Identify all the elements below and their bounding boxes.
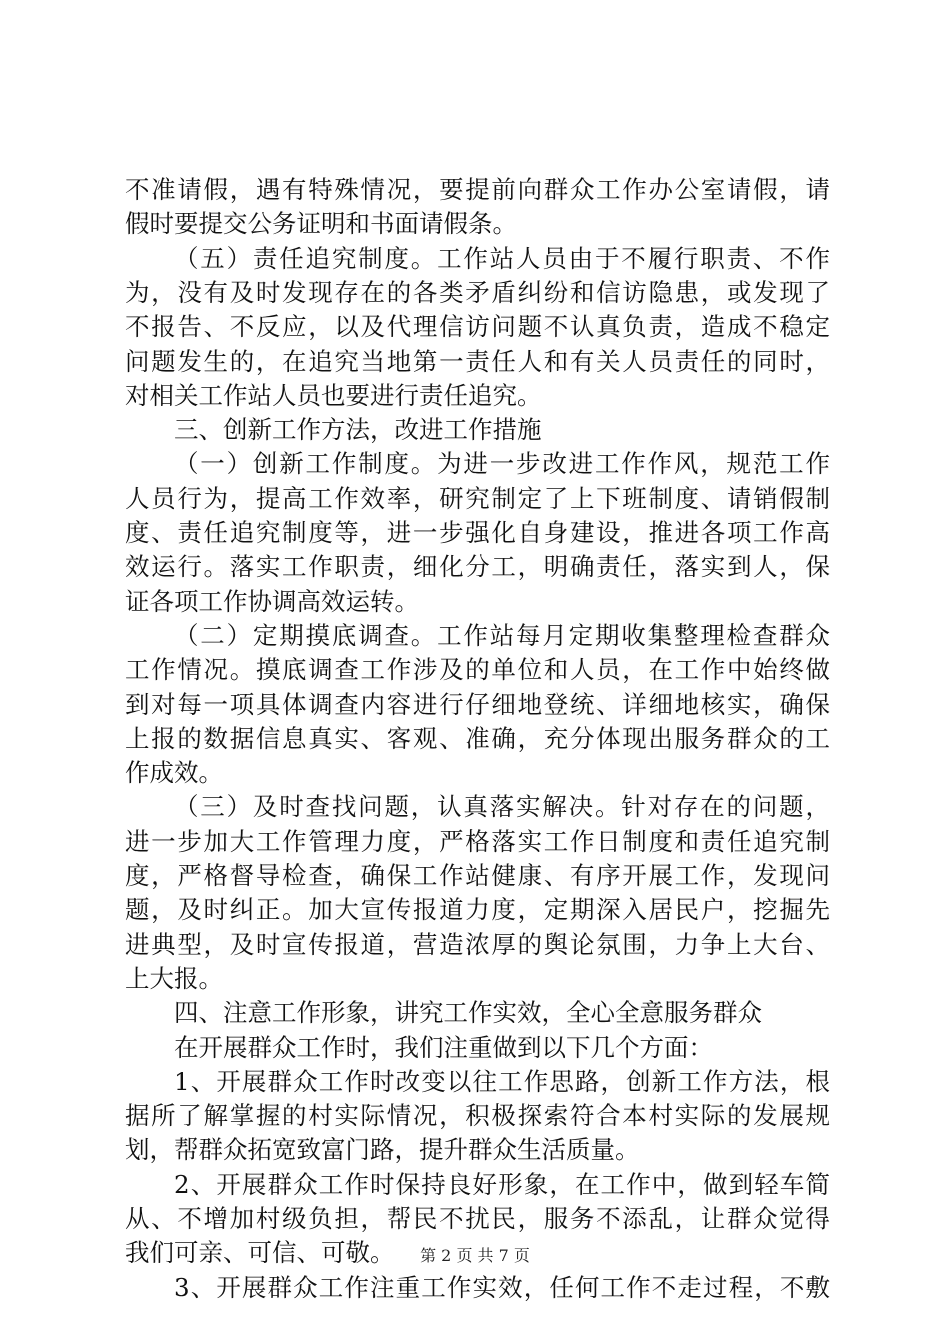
text-line: 不准请假，遇有特殊情况，要提前向群众工作办公室请假，请 [125,175,830,204]
text-line: 3、开展群众工作注重工作实效，任何工作不走过程，不敷 [174,1272,830,1302]
text-line: 划，帮群众拓宽致富门路，提升群众生活质量。 [125,1135,640,1165]
text-line: 进典型，及时宣传报道，营造浓厚的舆论氛围，力争上大台、 [125,929,830,959]
text-line: （一）创新工作制度。为进一步改进工作作风，规范工作 [174,449,830,479]
text-line: 为，没有及时发现存在的各类矛盾纠纷和信访隐患，或发现了 [125,277,830,307]
text-line: 据所了解掌握的村实际情况，积极探索符合本村实际的发展规 [125,1101,830,1131]
text-line: 人员行为，提高工作效率，研究制定了上下班制度、请销假制 [125,483,830,513]
text-line: 在开展群众工作时，我们注重做到以下几个方面： [174,1032,713,1062]
text-line: 作成效。 [125,758,223,788]
text-line: 假时要提交公务证明和书面请假条。 [125,209,517,239]
text-line: 不报告、不反应，以及代理信访问题不认真负责，造成不稳定 [125,312,830,342]
text-line: （二）定期摸底调查。工作站每月定期收集整理检查群众 [174,620,830,650]
text-line: 1、开展群众工作时改变以往工作思路，创新工作方法，根 [174,1066,830,1096]
text-line: 进一步加大工作管理力度，严格落实工作日制度和责任追究制 [125,826,830,856]
text-line: （五）责任追究制度。工作站人员由于不履行职责、不作 [174,243,830,273]
page-footer: 第 2 页 共 7 页 [420,1246,530,1265]
text-line: （三）及时查找问题，认真落实解决。针对存在的问题， [174,792,830,822]
text-line: 题，及时纠正。加大宣传报道力度，定期深入居民户，挖掘先 [125,895,830,925]
text-line: 效运行。落实工作职责，细化分工，明确责任，落实到人，保 [125,552,830,582]
text-line: 到对每一项具体调查内容进行仔细地登统、详细地核实，确保 [125,689,830,719]
text-line: 度、责任追究制度等，进一步强化自身建设，推进各项工作高 [125,518,830,547]
text-line: 证各项工作协调高效运转。 [125,586,419,616]
text-line: 三、创新工作方法，改进工作措施 [174,415,542,445]
text-line: 对相关工作站人员也要进行责任追究。 [125,380,542,410]
text-line: 我们可亲、可信、可敬。 [125,1238,395,1268]
text-line: 问题发生的，在追究当地第一责任人和有关人员责任的同时， [125,346,830,376]
text-line: 上大报。 [125,963,223,993]
text-line: 从、不增加村级负担，帮民不扰民，服务不添乱，让群众觉得 [125,1204,830,1233]
text-line: 上报的数据信息真实、客观、准确，充分体现出服务群众的工 [125,723,830,753]
text-line: 四、注意工作形象，讲究工作实效，全心全意服务群众 [174,998,762,1028]
text-line: 工作情况。摸底调查工作涉及的单位和人员，在工作中始终做 [125,655,830,685]
text-line: 2、开展群众工作时保持良好形象，在工作中，做到轻车简 [174,1169,830,1199]
text-line: 度，严格督导检查，确保工作站健康、有序开展工作，发现问 [125,861,830,890]
